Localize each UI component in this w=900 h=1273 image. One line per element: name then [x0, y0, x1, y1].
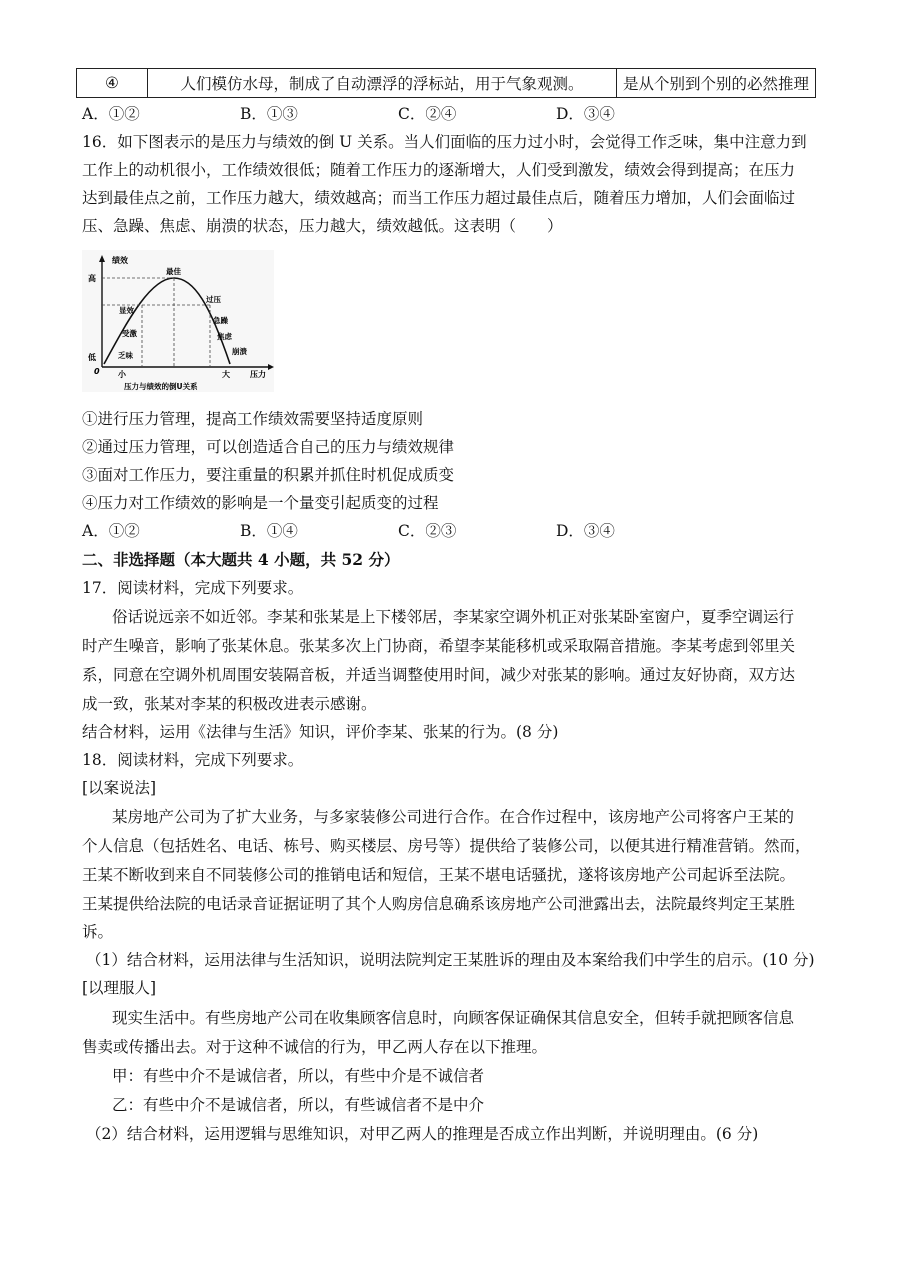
peak-label: 最佳	[166, 267, 181, 276]
x-axis-arrow-icon	[268, 364, 274, 370]
q16-line-2: 工作上的动机很小，工作绩效很低；随着工作压力的逐渐增大，人们受到激发，绩效会得到提高；在压力	[82, 161, 796, 179]
table-cell-judgment: 是从个别到个别的必然推理	[617, 69, 816, 98]
origin-label: 0	[94, 367, 100, 376]
y-axis-label: 绩效	[112, 256, 128, 265]
option-table	[76, 68, 816, 98]
low-label: 低	[88, 353, 96, 362]
q18-case-2: 个人信息（包括姓名、电话、栋号、购买楼层、房号等）提供给了装修公司，以便其进行精准营销。然而，	[82, 837, 811, 855]
q17-material-1: 俗话说远亲不如近邻。李某和张某是上下楼邻居，李某家空调外机正对张某卧室窗户，夏季空调运行	[112, 608, 795, 626]
q16-option-2: ②通过压力管理，可以创造适合自己的压力与绩效规律	[82, 438, 455, 456]
q18-reason-2: 售卖或传播出去。对于这种不诚信的行为，甲乙两人存在以下推理。	[82, 1038, 548, 1056]
section-heading: 二、非选择题（本大题共 4 小题，共 52 分）	[82, 550, 400, 569]
q18-case-4: 王某提供给法院的电话录音证据证明了其个人购房信息确系该房地产公司泄露出去，法院最终判定王某胜	[82, 895, 796, 913]
choice-a[interactable]: A．①②	[82, 105, 140, 123]
q18-case-5: 诉。	[82, 923, 114, 941]
x-axis-label: 压力	[250, 370, 266, 379]
q17-material-2: 时产生噪音，影响了张某休息。张某多次上门协商，希望李某能移机或采取隔音措施。李某考虑到邻里关	[82, 637, 796, 655]
collapse-label: 崩溃	[232, 347, 247, 356]
choice-b[interactable]: B．①④	[240, 522, 298, 540]
choice-c[interactable]: C．②③	[398, 522, 457, 540]
table-cell-content: 人们模仿水母，制成了自动漂浮的浮标站，用于气象观测。	[148, 69, 617, 98]
pressure-performance-figure	[82, 250, 274, 392]
effective-label: 显效	[119, 306, 134, 315]
choice-d[interactable]: D．③④	[556, 522, 615, 540]
table-row	[77, 69, 816, 98]
q17-material-4: 成一致，张某对李某的积极改进表示感谢。	[82, 695, 377, 713]
q18-title: 18．阅读材料，完成下列要求。	[82, 751, 304, 769]
q18-reason-1: 现实生活中。有些房地产公司在收集顾客信息时，向顾客保证确保其信息安全，但转手就把顾客信息	[112, 1009, 795, 1027]
y-axis-arrow-icon	[99, 255, 105, 262]
q18-question-2: （2）结合材料，运用逻辑与思维知识，对甲乙两人的推理是否成立作出判断，并说明理由。(6 分)	[86, 1125, 759, 1143]
anxious-label: 焦虑	[217, 332, 232, 341]
q18-question-1: （1）结合材料，运用法律与生活知识，说明法院判定王某胜诉的理由及本案给我们中学生的启示。(10 分)	[86, 951, 815, 969]
boring-label: 乏味	[118, 351, 133, 360]
q18-yi: 乙：有些中介不是诚信者，所以，有些诚信者不是中介	[112, 1096, 485, 1114]
q17-question: 结合材料，运用《法律与生活》知识，评价李某、张某的行为。(8 分)	[82, 723, 559, 741]
high-label: 高	[88, 274, 96, 283]
q16-option-4: ④压力对工作绩效的影响是一个量变引起质变的过程	[82, 494, 439, 512]
small-label: 小	[118, 370, 126, 379]
q16-line-1: 16．如下图表示的是压力与绩效的倒 U 关系。当人们面临的压力过小时，会觉得工作乏味，集中注意力到	[82, 133, 807, 151]
impatient-label: 急躁	[213, 316, 228, 325]
q17-material-3: 系，同意在空调外机周围安装隔音板，并适当调整使用时间，减少对张某的影响。通过友好协商，双方达	[82, 666, 796, 684]
q18-case-1: 某房地产公司为了扩大业务，与多家装修公司进行合作。在合作过程中，该房地产公司将客户王某的	[112, 808, 795, 826]
q18-reason-tag: [以理服人]	[82, 979, 157, 997]
choice-c[interactable]: C．②④	[398, 105, 457, 123]
table-cell-num: ④	[77, 69, 148, 98]
large-label: 大	[222, 370, 230, 379]
q18-case-3: 王某不断收到来自不同装修公司的推销电话和短信，王某不堪电话骚扰，遂将该房地产公司起诉至法院。	[82, 866, 796, 884]
q18-case-tag: [以案说法]	[82, 779, 157, 797]
q16-option-3: ③面对工作压力，要注重量的积累并抓住时机促成质变	[82, 466, 455, 484]
choice-a[interactable]: A．①②	[82, 522, 140, 540]
overpress-label: 过压	[206, 295, 221, 304]
figure-caption: 压力与绩效的倒U关系	[124, 382, 198, 391]
q16-option-1: ①进行压力管理，提高工作绩效需要坚持适度原则	[82, 410, 424, 428]
choice-b[interactable]: B．①③	[240, 105, 298, 123]
q17-title: 17．阅读材料，完成下列要求。	[82, 579, 304, 597]
stimulated-label: 受激	[122, 329, 137, 338]
q18-jia: 甲：有些中介不是诚信者，所以，有些中介是不诚信者	[112, 1067, 485, 1085]
choice-d[interactable]: D．③④	[556, 105, 615, 123]
q16-line-4: 压、急躁、焦虑、崩溃的状态，压力越大，绩效越低。这表明（ ）	[82, 217, 563, 235]
q16-line-3: 达到最佳点之前，工作压力越大，绩效越高；而当工作压力超过最佳点后，随着压力增加，人们会面临过	[82, 189, 796, 207]
